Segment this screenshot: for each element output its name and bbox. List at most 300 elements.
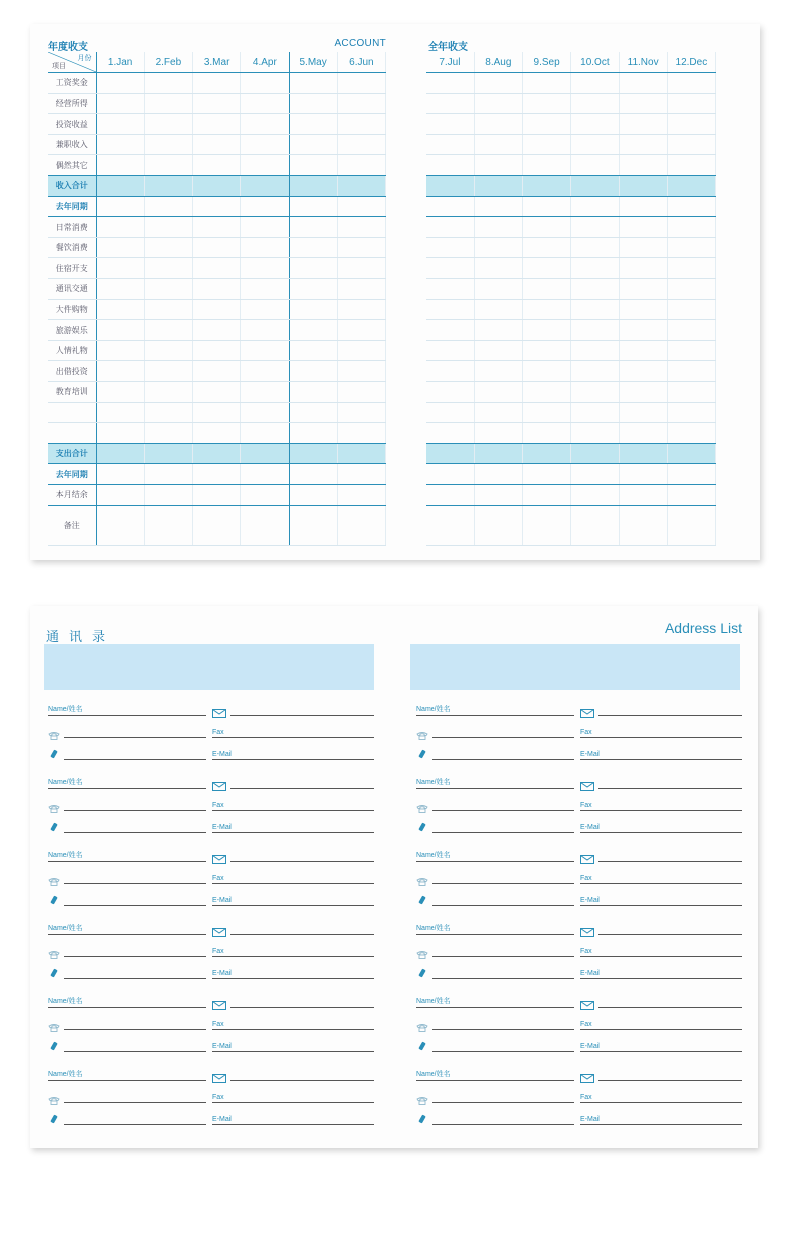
ledger-cell[interactable] [667, 423, 715, 444]
ledger-cell[interactable] [96, 258, 144, 279]
ledger-cell[interactable] [474, 484, 522, 505]
ledger-cell[interactable] [619, 279, 667, 300]
ledger-cell[interactable] [426, 114, 474, 135]
ledger-cell[interactable] [619, 73, 667, 94]
ledger-cell[interactable] [426, 505, 474, 545]
ledger-cell[interactable] [144, 382, 192, 403]
address-field[interactable] [230, 1067, 374, 1081]
ledger-cell[interactable] [289, 484, 337, 505]
ledger-cell[interactable] [96, 93, 144, 114]
ledger-cell[interactable] [474, 73, 522, 94]
ledger-cell[interactable] [426, 443, 474, 464]
telephone-field[interactable] [432, 943, 574, 957]
telephone-field[interactable] [432, 870, 574, 884]
ledger-cell[interactable] [193, 423, 241, 444]
ledger-cell[interactable] [619, 196, 667, 217]
ledger-cell[interactable] [96, 73, 144, 94]
ledger-cell[interactable] [474, 279, 522, 300]
ledger-cell[interactable] [619, 443, 667, 464]
address-field[interactable] [598, 921, 742, 935]
ledger-cell[interactable] [96, 114, 144, 135]
mobile-field[interactable] [64, 965, 206, 979]
ledger-cell[interactable] [289, 464, 337, 485]
ledger-cell[interactable] [289, 134, 337, 155]
name-field[interactable] [416, 921, 574, 935]
address-field[interactable] [230, 775, 374, 789]
ledger-cell[interactable] [571, 361, 619, 382]
ledger-cell[interactable] [144, 320, 192, 341]
ledger-cell[interactable] [144, 484, 192, 505]
name-field[interactable] [48, 1067, 206, 1081]
address-field[interactable] [230, 848, 374, 862]
ledger-cell[interactable] [96, 402, 144, 423]
ledger-cell[interactable] [474, 258, 522, 279]
ledger-cell[interactable] [571, 217, 619, 238]
ledger-cell[interactable] [523, 155, 571, 176]
ledger-cell[interactable] [523, 258, 571, 279]
ledger-cell[interactable] [619, 114, 667, 135]
ledger-cell[interactable] [337, 176, 385, 197]
ledger-cell[interactable] [289, 279, 337, 300]
ledger-cell[interactable] [193, 73, 241, 94]
ledger-cell[interactable] [426, 402, 474, 423]
ledger-cell[interactable] [96, 320, 144, 341]
ledger-cell[interactable] [571, 196, 619, 217]
name-field[interactable] [416, 1067, 574, 1081]
mobile-field[interactable] [64, 1038, 206, 1052]
ledger-cell[interactable] [96, 217, 144, 238]
ledger-cell[interactable] [193, 402, 241, 423]
ledger-cell[interactable] [289, 402, 337, 423]
ledger-cell[interactable] [474, 402, 522, 423]
ledger-cell[interactable] [523, 73, 571, 94]
ledger-cell[interactable] [571, 155, 619, 176]
ledger-cell[interactable] [241, 93, 289, 114]
ledger-cell[interactable] [571, 93, 619, 114]
ledger-cell[interactable] [96, 279, 144, 300]
ledger-cell[interactable] [193, 279, 241, 300]
ledger-cell[interactable] [426, 73, 474, 94]
ledger-cell[interactable] [96, 299, 144, 320]
ledger-cell[interactable] [241, 155, 289, 176]
email-field[interactable] [212, 746, 374, 760]
ledger-cell[interactable] [667, 114, 715, 135]
ledger-cell[interactable] [241, 114, 289, 135]
ledger-cell[interactable] [619, 93, 667, 114]
ledger-cell[interactable] [144, 340, 192, 361]
ledger-cell[interactable] [337, 320, 385, 341]
ledger-cell[interactable] [337, 382, 385, 403]
ledger-cell[interactable] [667, 73, 715, 94]
ledger-cell[interactable] [337, 340, 385, 361]
ledger-cell[interactable] [667, 237, 715, 258]
ledger-cell[interactable] [619, 217, 667, 238]
ledger-cell[interactable] [619, 361, 667, 382]
email-field[interactable] [212, 965, 374, 979]
ledger-cell[interactable] [571, 443, 619, 464]
ledger-cell[interactable] [337, 423, 385, 444]
ledger-cell[interactable] [289, 361, 337, 382]
ledger-cell[interactable] [337, 217, 385, 238]
ledger-cell[interactable] [667, 402, 715, 423]
ledger-cell[interactable] [426, 93, 474, 114]
ledger-cell[interactable] [241, 320, 289, 341]
ledger-cell[interactable] [667, 258, 715, 279]
ledger-cell[interactable] [523, 176, 571, 197]
mobile-field[interactable] [432, 746, 574, 760]
ledger-cell[interactable] [523, 299, 571, 320]
ledger-cell[interactable] [241, 299, 289, 320]
ledger-cell[interactable] [474, 93, 522, 114]
ledger-cell[interactable] [241, 196, 289, 217]
ledger-cell[interactable] [337, 484, 385, 505]
ledger-cell[interactable] [667, 361, 715, 382]
ledger-cell[interactable] [426, 155, 474, 176]
ledger-cell[interactable] [144, 505, 192, 545]
ledger-cell[interactable] [523, 114, 571, 135]
ledger-cell[interactable] [571, 423, 619, 444]
email-field[interactable] [580, 819, 742, 833]
ledger-cell[interactable] [667, 217, 715, 238]
ledger-cell[interactable] [474, 134, 522, 155]
ledger-cell[interactable] [571, 320, 619, 341]
ledger-cell[interactable] [144, 402, 192, 423]
telephone-field[interactable] [64, 1089, 206, 1103]
ledger-cell[interactable] [474, 237, 522, 258]
ledger-cell[interactable] [337, 196, 385, 217]
mobile-field[interactable] [432, 892, 574, 906]
ledger-cell[interactable] [289, 258, 337, 279]
email-field[interactable] [212, 819, 374, 833]
ledger-cell[interactable] [426, 176, 474, 197]
ledger-cell[interactable] [523, 402, 571, 423]
name-field[interactable] [48, 702, 206, 716]
ledger-cell[interactable] [337, 279, 385, 300]
ledger-cell[interactable] [523, 217, 571, 238]
ledger-cell[interactable] [241, 258, 289, 279]
ledger-cell[interactable] [426, 196, 474, 217]
ledger-cell[interactable] [667, 464, 715, 485]
ledger-cell[interactable] [193, 134, 241, 155]
ledger-cell[interactable] [571, 340, 619, 361]
ledger-cell[interactable] [619, 464, 667, 485]
ledger-cell[interactable] [241, 237, 289, 258]
ledger-cell[interactable] [193, 217, 241, 238]
ledger-cell[interactable] [523, 361, 571, 382]
address-field[interactable] [230, 921, 374, 935]
ledger-cell[interactable] [337, 464, 385, 485]
ledger-cell[interactable] [337, 299, 385, 320]
ledger-cell[interactable] [96, 196, 144, 217]
ledger-cell[interactable] [144, 93, 192, 114]
ledger-cell[interactable] [619, 382, 667, 403]
mobile-field[interactable] [64, 746, 206, 760]
ledger-cell[interactable] [289, 196, 337, 217]
ledger-cell[interactable] [96, 176, 144, 197]
ledger-cell[interactable] [289, 382, 337, 403]
name-field[interactable] [416, 702, 574, 716]
fax-field[interactable] [212, 870, 374, 884]
ledger-cell[interactable] [337, 443, 385, 464]
ledger-cell[interactable] [337, 258, 385, 279]
ledger-cell[interactable] [193, 484, 241, 505]
ledger-cell[interactable] [337, 93, 385, 114]
ledger-cell[interactable] [523, 196, 571, 217]
ledger-cell[interactable] [619, 423, 667, 444]
ledger-cell[interactable] [523, 382, 571, 403]
ledger-cell[interactable] [241, 443, 289, 464]
telephone-field[interactable] [432, 1089, 574, 1103]
ledger-cell[interactable] [474, 340, 522, 361]
ledger-cell[interactable] [241, 134, 289, 155]
ledger-cell[interactable] [619, 258, 667, 279]
ledger-cell[interactable] [96, 361, 144, 382]
ledger-cell[interactable] [241, 361, 289, 382]
ledger-cell[interactable] [289, 114, 337, 135]
ledger-cell[interactable] [523, 464, 571, 485]
ledger-cell[interactable] [144, 443, 192, 464]
ledger-cell[interactable] [426, 382, 474, 403]
ledger-cell[interactable] [426, 299, 474, 320]
ledger-cell[interactable] [523, 443, 571, 464]
ledger-cell[interactable] [96, 382, 144, 403]
ledger-cell[interactable] [241, 402, 289, 423]
ledger-cell[interactable] [667, 299, 715, 320]
ledger-cell[interactable] [426, 361, 474, 382]
email-field[interactable] [580, 746, 742, 760]
ledger-cell[interactable] [619, 237, 667, 258]
ledger-cell[interactable] [337, 73, 385, 94]
fax-field[interactable] [212, 1016, 374, 1030]
ledger-cell[interactable] [523, 505, 571, 545]
ledger-cell[interactable] [144, 464, 192, 485]
ledger-cell[interactable] [241, 279, 289, 300]
fax-field[interactable] [580, 1016, 742, 1030]
ledger-cell[interactable] [144, 176, 192, 197]
ledger-cell[interactable] [426, 258, 474, 279]
ledger-cell[interactable] [571, 505, 619, 545]
ledger-cell[interactable] [96, 484, 144, 505]
ledger-cell[interactable] [523, 279, 571, 300]
ledger-cell[interactable] [193, 464, 241, 485]
mobile-field[interactable] [432, 965, 574, 979]
telephone-field[interactable] [64, 724, 206, 738]
ledger-cell[interactable] [571, 114, 619, 135]
ledger-cell[interactable] [474, 505, 522, 545]
name-field[interactable] [48, 994, 206, 1008]
ledger-cell[interactable] [571, 299, 619, 320]
fax-field[interactable] [212, 797, 374, 811]
ledger-cell[interactable] [144, 134, 192, 155]
ledger-cell[interactable] [523, 93, 571, 114]
ledger-cell[interactable] [337, 237, 385, 258]
ledger-cell[interactable] [667, 443, 715, 464]
ledger-cell[interactable] [619, 484, 667, 505]
ledger-cell[interactable] [241, 176, 289, 197]
ledger-cell[interactable] [144, 299, 192, 320]
ledger-cell[interactable] [667, 340, 715, 361]
ledger-cell[interactable] [289, 237, 337, 258]
ledger-cell[interactable] [193, 443, 241, 464]
mobile-field[interactable] [64, 892, 206, 906]
ledger-cell[interactable] [571, 484, 619, 505]
ledger-cell[interactable] [667, 196, 715, 217]
ledger-cell[interactable] [619, 320, 667, 341]
ledger-cell[interactable] [619, 299, 667, 320]
ledger-cell[interactable] [667, 155, 715, 176]
ledger-cell[interactable] [96, 464, 144, 485]
email-field[interactable] [580, 892, 742, 906]
ledger-cell[interactable] [474, 464, 522, 485]
ledger-cell[interactable] [667, 484, 715, 505]
telephone-field[interactable] [64, 870, 206, 884]
ledger-cell[interactable] [144, 196, 192, 217]
ledger-cell[interactable] [523, 237, 571, 258]
ledger-cell[interactable] [619, 402, 667, 423]
ledger-cell[interactable] [193, 237, 241, 258]
ledger-cell[interactable] [144, 237, 192, 258]
ledger-cell[interactable] [474, 299, 522, 320]
name-field[interactable] [48, 921, 206, 935]
ledger-cell[interactable] [96, 505, 144, 545]
ledger-cell[interactable] [289, 73, 337, 94]
telephone-field[interactable] [432, 1016, 574, 1030]
ledger-cell[interactable] [571, 279, 619, 300]
ledger-cell[interactable] [144, 217, 192, 238]
ledger-cell[interactable] [474, 155, 522, 176]
email-field[interactable] [212, 892, 374, 906]
ledger-cell[interactable] [193, 176, 241, 197]
ledger-cell[interactable] [571, 176, 619, 197]
ledger-cell[interactable] [474, 443, 522, 464]
ledger-cell[interactable] [289, 217, 337, 238]
fax-field[interactable] [580, 870, 742, 884]
telephone-field[interactable] [432, 724, 574, 738]
ledger-cell[interactable] [193, 258, 241, 279]
ledger-cell[interactable] [571, 464, 619, 485]
fax-field[interactable] [580, 943, 742, 957]
ledger-cell[interactable] [289, 93, 337, 114]
ledger-cell[interactable] [241, 382, 289, 403]
ledger-cell[interactable] [96, 443, 144, 464]
telephone-field[interactable] [64, 1016, 206, 1030]
ledger-cell[interactable] [144, 258, 192, 279]
ledger-cell[interactable] [289, 443, 337, 464]
email-field[interactable] [212, 1038, 374, 1052]
ledger-cell[interactable] [241, 340, 289, 361]
ledger-cell[interactable] [571, 73, 619, 94]
ledger-cell[interactable] [426, 484, 474, 505]
ledger-cell[interactable] [337, 134, 385, 155]
fax-field[interactable] [580, 1089, 742, 1103]
fax-field[interactable] [580, 724, 742, 738]
ledger-cell[interactable] [193, 93, 241, 114]
ledger-cell[interactable] [619, 340, 667, 361]
ledger-cell[interactable] [571, 258, 619, 279]
mobile-field[interactable] [432, 1038, 574, 1052]
ledger-cell[interactable] [667, 505, 715, 545]
ledger-cell[interactable] [289, 176, 337, 197]
ledger-cell[interactable] [474, 320, 522, 341]
name-field[interactable] [416, 775, 574, 789]
ledger-cell[interactable] [426, 340, 474, 361]
ledger-cell[interactable] [289, 299, 337, 320]
ledger-cell[interactable] [426, 134, 474, 155]
ledger-cell[interactable] [193, 114, 241, 135]
ledger-cell[interactable] [667, 134, 715, 155]
ledger-cell[interactable] [667, 320, 715, 341]
ledger-cell[interactable] [426, 279, 474, 300]
ledger-cell[interactable] [523, 320, 571, 341]
ledger-cell[interactable] [193, 299, 241, 320]
ledger-cell[interactable] [144, 114, 192, 135]
telephone-field[interactable] [64, 797, 206, 811]
ledger-cell[interactable] [667, 382, 715, 403]
ledger-cell[interactable] [337, 155, 385, 176]
ledger-cell[interactable] [474, 196, 522, 217]
ledger-cell[interactable] [289, 340, 337, 361]
ledger-cell[interactable] [571, 237, 619, 258]
ledger-cell[interactable] [619, 505, 667, 545]
ledger-cell[interactable] [241, 73, 289, 94]
ledger-cell[interactable] [474, 382, 522, 403]
address-field[interactable] [230, 994, 374, 1008]
ledger-cell[interactable] [337, 505, 385, 545]
ledger-cell[interactable] [337, 361, 385, 382]
ledger-cell[interactable] [144, 423, 192, 444]
ledger-cell[interactable] [667, 93, 715, 114]
ledger-cell[interactable] [426, 464, 474, 485]
address-field[interactable] [598, 848, 742, 862]
ledger-cell[interactable] [426, 320, 474, 341]
ledger-cell[interactable] [96, 155, 144, 176]
ledger-cell[interactable] [337, 402, 385, 423]
address-field[interactable] [598, 775, 742, 789]
ledger-cell[interactable] [619, 176, 667, 197]
mobile-field[interactable] [432, 819, 574, 833]
ledger-cell[interactable] [619, 155, 667, 176]
name-field[interactable] [416, 994, 574, 1008]
ledger-cell[interactable] [523, 340, 571, 361]
mobile-field[interactable] [64, 1111, 206, 1125]
name-field[interactable] [416, 848, 574, 862]
ledger-cell[interactable] [426, 423, 474, 444]
ledger-cell[interactable] [474, 217, 522, 238]
ledger-cell[interactable] [289, 423, 337, 444]
mobile-field[interactable] [64, 819, 206, 833]
name-field[interactable] [48, 848, 206, 862]
fax-field[interactable] [580, 797, 742, 811]
mobile-field[interactable] [432, 1111, 574, 1125]
fax-field[interactable] [212, 1089, 374, 1103]
ledger-cell[interactable] [96, 134, 144, 155]
email-field[interactable] [212, 1111, 374, 1125]
ledger-cell[interactable] [241, 484, 289, 505]
fax-field[interactable] [212, 724, 374, 738]
ledger-cell[interactable] [241, 423, 289, 444]
ledger-cell[interactable] [241, 217, 289, 238]
ledger-cell[interactable] [426, 237, 474, 258]
address-field[interactable] [598, 994, 742, 1008]
address-field[interactable] [230, 702, 374, 716]
fax-field[interactable] [212, 943, 374, 957]
telephone-field[interactable] [64, 943, 206, 957]
ledger-cell[interactable] [96, 340, 144, 361]
ledger-cell[interactable] [193, 320, 241, 341]
ledger-cell[interactable] [144, 73, 192, 94]
ledger-cell[interactable] [289, 155, 337, 176]
name-field[interactable] [48, 775, 206, 789]
